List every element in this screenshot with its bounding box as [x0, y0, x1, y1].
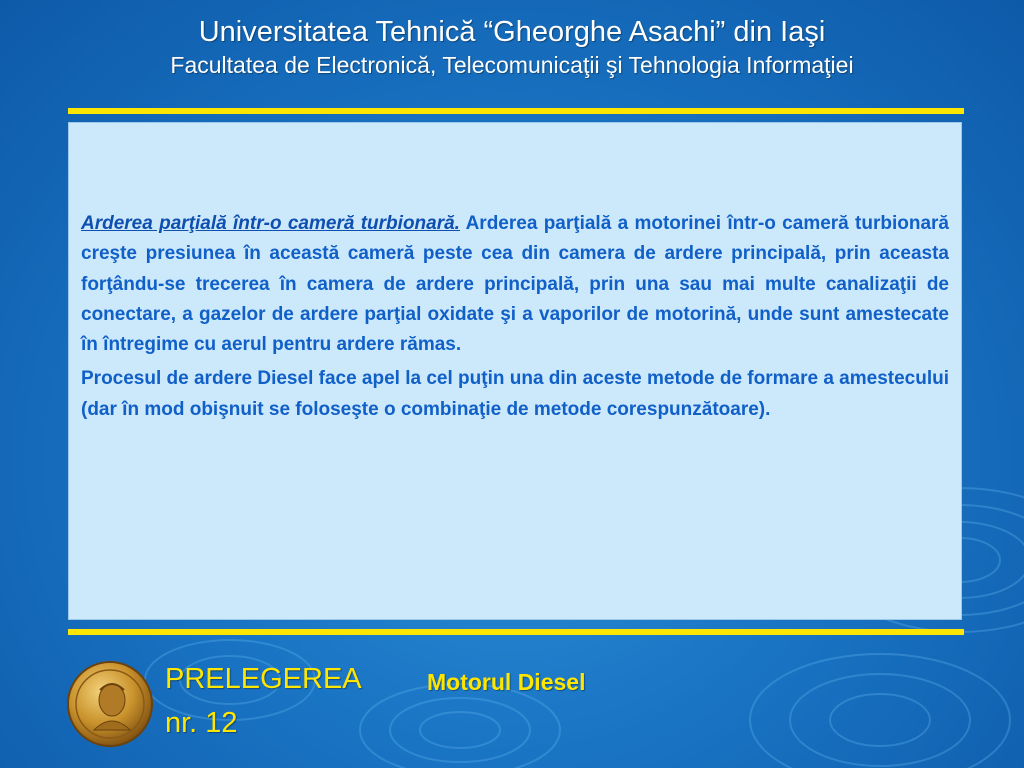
medal-icon	[66, 660, 154, 748]
university-name: Universitatea Tehnică “Gheorghe Asachi” din Iaşi	[198, 16, 826, 48]
top-divider	[68, 108, 964, 114]
lecture-number: nr. 12	[165, 707, 238, 739]
header	[0, 14, 1024, 80]
lecture-label: PRELEGEREA	[165, 663, 362, 695]
content-text	[81, 209, 949, 429]
paragraph-1-body: Arderea parţială a motorinei într-o cameră turbionară creşte presiunea în această cameră peste cea din camera de ardere principală, prin aceasta forţându-se trecerea în camera de ardere principală, prin una sau mai multe canalizaţii de conectare, a gazelor de ardere parţial oxidate şi a vaporilor de motorină, unde sunt amestecate în întregime cu aerul pentru ardere rămas.	[81, 213, 949, 356]
bottom-divider	[68, 629, 964, 635]
course-title: Motorul Diesel	[427, 669, 586, 695]
paragraph-1-lead: Arderea parţială într-o cameră turbionară.	[81, 213, 460, 234]
content-panel	[68, 122, 962, 620]
faculty-name: Facultatea de Electronică, Telecomunicaţii şi Tehnologia Informaţiei	[170, 52, 854, 78]
paragraph-1	[81, 209, 949, 360]
paragraph-2: Procesul de ardere Diesel face apel la cel puţin una din aceste metode de formare a amestecului (dar în mod obişnuit se foloseşte o combinaţie de metode corespunzătoare).	[81, 368, 950, 420]
